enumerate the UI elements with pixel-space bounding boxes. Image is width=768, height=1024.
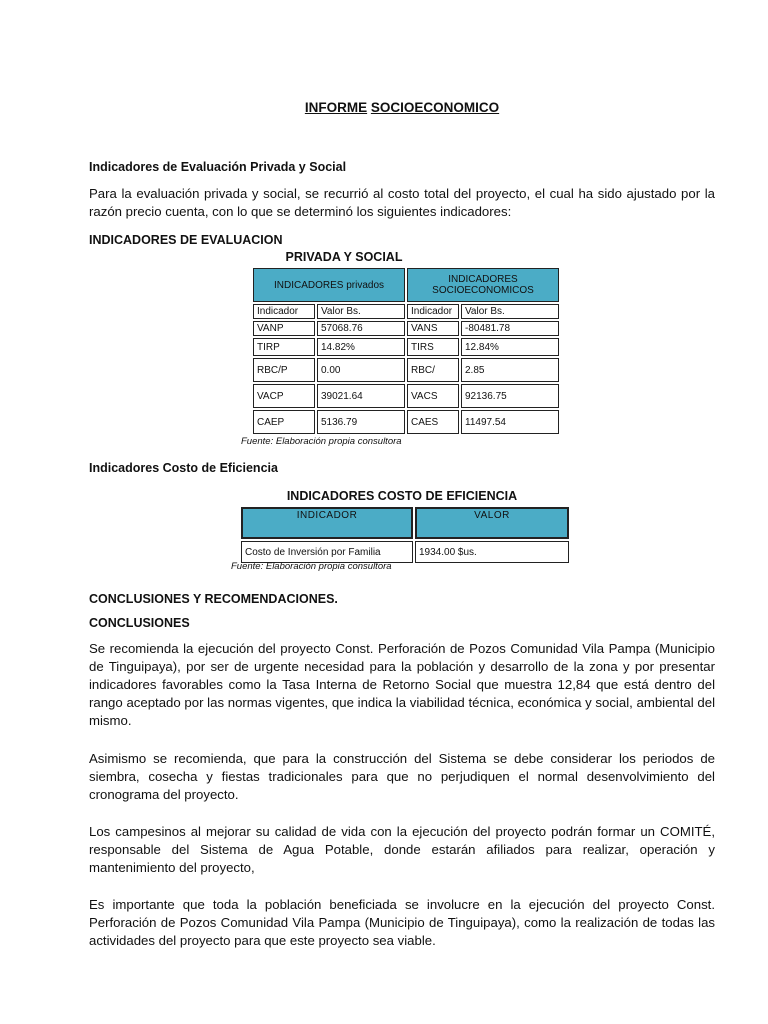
cell-p-ind: CAEP (253, 410, 315, 434)
col-valor-private: Valor Bs. (317, 304, 405, 319)
cell-valor: 1934.00 $us. (415, 541, 569, 563)
col-valor-social: Valor Bs. (461, 304, 559, 319)
table-header-row (241, 507, 569, 539)
cell-s-val: 11497.54 (461, 410, 559, 434)
cell-p-val: 0.00 (317, 358, 405, 382)
table2-source: Fuente: Elaboración propia consultora (231, 561, 392, 572)
cell-p-ind: RBC/P (253, 358, 315, 382)
document-title (89, 100, 715, 115)
header-indicador: INDICADOR (241, 507, 413, 539)
cell-s-ind: VANS (407, 321, 459, 336)
efficiency-cost-table (239, 505, 571, 565)
conclusion-paragraph-2: Asimismo se recomienda, que para la construcción del Sistema se debe considerar los periodos de siembra, cosecha y fiestas tradicionales para que no perjudiquen el normal desenvolvimiento del cronograma del proyecto. (89, 751, 715, 802)
title-part-1: INFORME (304, 100, 368, 115)
cell-p-val: 5136.79 (317, 410, 405, 434)
table-subheader-row (253, 304, 559, 319)
cell-s-val: 2.85 (461, 358, 559, 382)
conclusion-paragraph-1: Se recomienda la ejecución del proyecto Const. Perforación de Pozos Comunidad Vila Pampa (Municipio de Tinguipaya), por ser de urgente necesidad para la población y desarrollo de la zona y por presentar indicadores favorables como la Tasa Interna de Retorno Social que muestra 12,84 que está dentro del rango aceptado por las normas vigentes, que indica la viabilidad técnica, económica y social, ambiental del mismo. (89, 641, 715, 728)
col-indicador-social: Indicador (407, 304, 459, 319)
table-row (253, 338, 559, 356)
table-row (253, 384, 559, 408)
table1-source: Fuente: Elaboración propia consultora (241, 436, 402, 447)
table2-caption: INDICADORES COSTO DE EFICIENCIA (286, 489, 518, 503)
table-row (253, 358, 559, 382)
cell-p-val: 57068.76 (317, 321, 405, 336)
cell-s-ind: RBC/ (407, 358, 459, 382)
section-heading-conclusiones: CONCLUSIONES (89, 616, 190, 630)
cell-s-val: 12.84% (461, 338, 559, 356)
cell-s-ind: VACS (407, 384, 459, 408)
cell-s-ind: CAES (407, 410, 459, 434)
col-indicador-private: Indicador (253, 304, 315, 319)
section-heading-eficiencia: Indicadores Costo de Eficiencia (89, 461, 278, 475)
section-heading-evaluacion: Indicadores de Evaluación Privada y Social (89, 160, 347, 174)
table-row (253, 410, 559, 434)
cell-p-ind: VACP (253, 384, 315, 408)
cell-s-val: -80481.78 (461, 321, 559, 336)
header-private: INDICADORES privados (253, 268, 405, 302)
table1-caption-2: PRIVADA Y SOCIAL (285, 250, 403, 264)
cell-indicador: Costo de Inversión por Familia (241, 541, 413, 563)
table-header-row (253, 268, 559, 302)
section-heading-conclusiones-recomendaciones: CONCLUSIONES Y RECOMENDACIONES. (89, 592, 338, 606)
cell-s-ind: TIRS (407, 338, 459, 356)
header-valor: VALOR (415, 507, 569, 539)
intro-paragraph: Para la evaluación privada y social, se recurrió al costo total del proyecto, el cual ha sido ajustado por la razón precio cuenta, con lo que se determinó los siguientes indicadores: (89, 186, 715, 219)
title-part-2: SOCIOECONOMICO (370, 100, 500, 115)
cell-p-ind: TIRP (253, 338, 315, 356)
evaluation-indicators-table (251, 266, 561, 436)
table-row (241, 541, 569, 563)
table-row (253, 321, 559, 336)
cell-p-val: 39021.64 (317, 384, 405, 408)
conclusion-paragraph-4: Es importante que toda la población beneficiada se involucre en la ejecución del proyecto Const. Perforación de Pozos Comunidad Vila Pampa (Municipio de Tinguipaya), como la realización de todas las actividades del proyecto para que este proyecto sea viable. (89, 897, 715, 948)
cell-p-ind: VANP (253, 321, 315, 336)
cell-p-val: 14.82% (317, 338, 405, 356)
cell-s-val: 92136.75 (461, 384, 559, 408)
conclusion-paragraph-3: Los campesinos al mejorar su calidad de vida con la ejecución del proyecto podrán formar un COMITÉ, responsable del Sistema de Agua Potable, donde estarán afiliados para realizar, operación y mantenimiento del proyecto, (89, 824, 715, 875)
header-social: INDICADORES SOCIOECONOMICOS (407, 268, 559, 302)
table1-caption-1: INDICADORES DE EVALUACION (89, 233, 283, 247)
